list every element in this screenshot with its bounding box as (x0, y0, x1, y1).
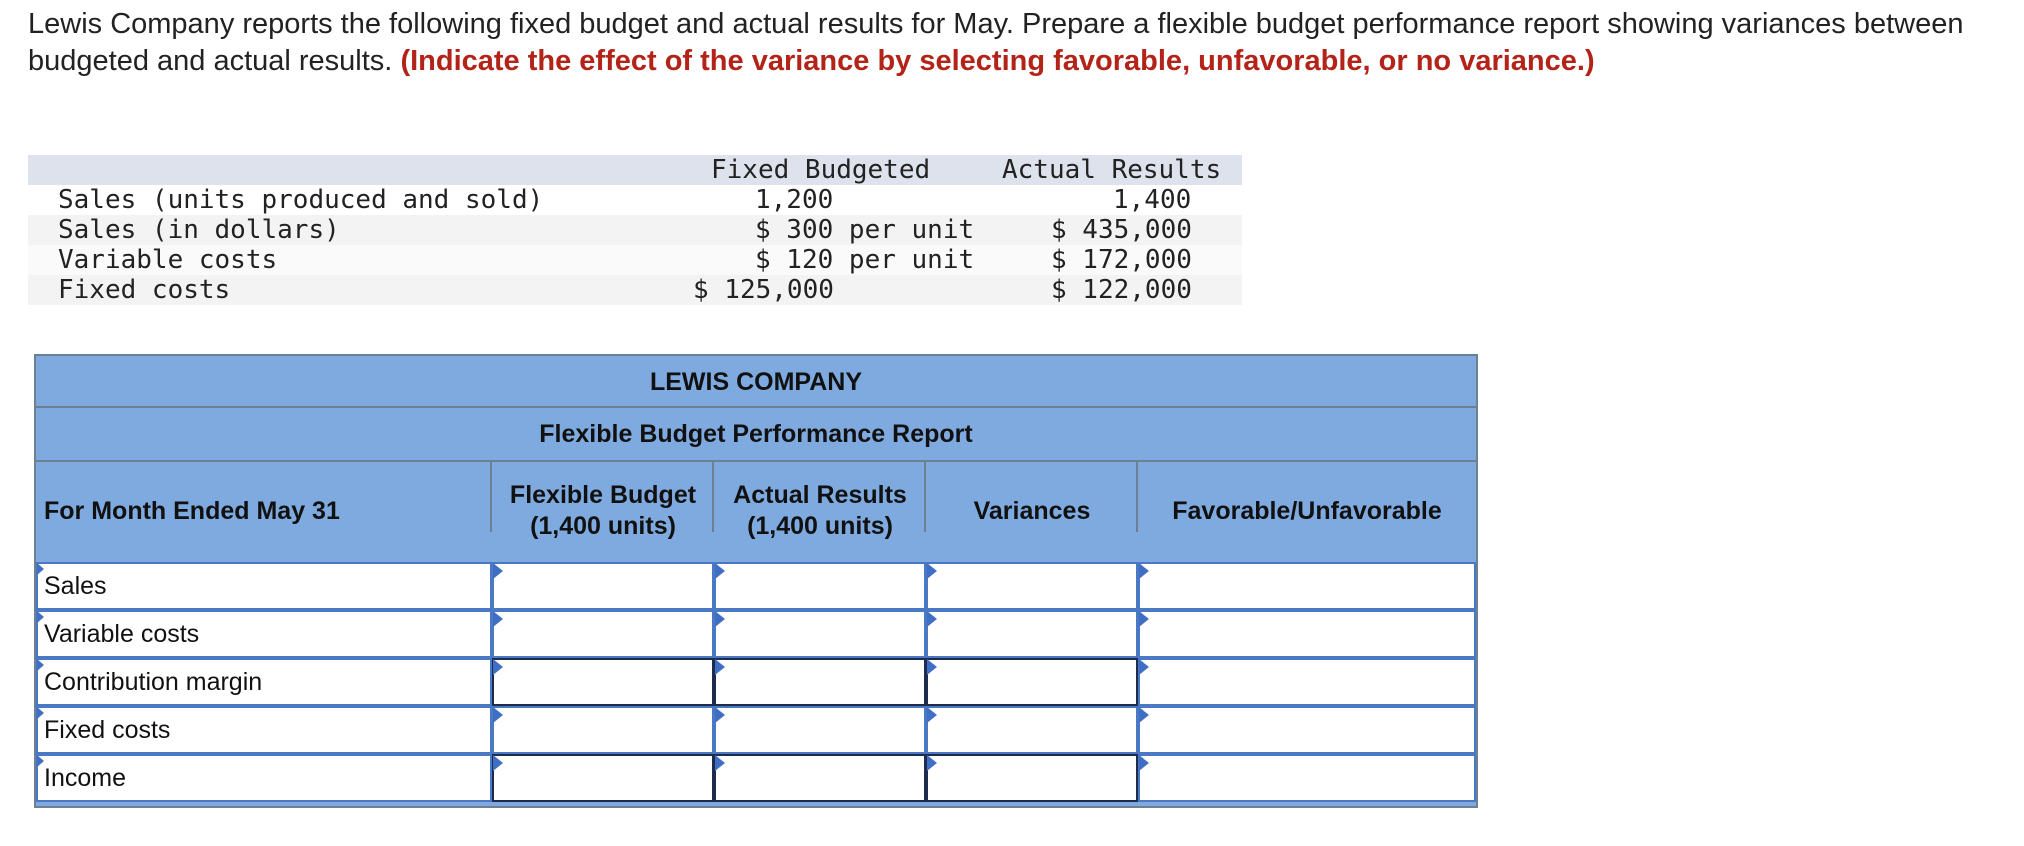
given-label: Variable costs (58, 245, 278, 275)
variance-input[interactable] (926, 754, 1138, 802)
header-divider (1136, 462, 1138, 532)
dropdown-marker-icon (37, 611, 44, 623)
row-label-input[interactable] (36, 658, 492, 706)
col-header-actual-line2: (1,400 units) (747, 512, 893, 540)
actual-results-input[interactable] (714, 658, 926, 706)
dropdown-marker-icon (927, 659, 937, 675)
dropdown-marker-icon (927, 563, 937, 579)
given-fixed-value: $ 125,000 (693, 275, 834, 305)
dropdown-marker-icon (1139, 659, 1149, 675)
variance-input[interactable] (926, 562, 1138, 610)
col-header-flexible (492, 462, 714, 560)
report-row (36, 658, 1476, 706)
dropdown-marker-icon (37, 563, 44, 575)
favorable-unfavorable-select[interactable] (1138, 754, 1476, 802)
given-label: Sales (in dollars) (58, 215, 340, 245)
favorable-unfavorable-select[interactable] (1138, 610, 1476, 658)
performance-report (34, 354, 1478, 808)
report-title (36, 408, 1476, 462)
report-company-name: LEWIS COMPANY (649, 368, 863, 396)
dropdown-marker-icon (927, 611, 937, 627)
row-label-text: Variable costs (44, 620, 200, 648)
row-label-input[interactable] (36, 562, 492, 610)
flexible-budget-input[interactable] (492, 706, 714, 754)
actual-results-input[interactable] (714, 562, 926, 610)
variance-input[interactable] (926, 658, 1138, 706)
dropdown-marker-icon (493, 707, 503, 723)
given-data-table (28, 155, 1242, 305)
dropdown-marker-icon (715, 563, 725, 579)
row-label-text: Fixed costs (44, 716, 171, 744)
actual-results-input[interactable] (714, 610, 926, 658)
report-row (36, 562, 1476, 610)
variance-input[interactable] (926, 610, 1138, 658)
given-actual-value: 1,400 (1113, 185, 1192, 215)
favorable-unfavorable-select[interactable] (1138, 658, 1476, 706)
header-divider (924, 462, 926, 532)
given-fixed-value: $ 120 per unit (755, 245, 975, 275)
given-header-fixed: Fixed Budgeted (711, 155, 931, 185)
dropdown-marker-icon (37, 755, 44, 767)
dropdown-marker-icon (927, 707, 937, 723)
given-actual-value: $ 122,000 (1051, 275, 1192, 305)
given-header-row (28, 155, 1242, 185)
row-label-text: Income (44, 764, 126, 792)
flexible-budget-input[interactable] (492, 658, 714, 706)
dropdown-marker-icon (715, 755, 725, 771)
favorable-unfavorable-select[interactable] (1138, 706, 1476, 754)
flexible-budget-input[interactable] (492, 610, 714, 658)
dropdown-marker-icon (1139, 755, 1149, 771)
given-row (28, 275, 1242, 305)
dropdown-marker-icon (37, 707, 44, 719)
given-actual-value: $ 435,000 (1051, 215, 1192, 245)
col-header-flexible-line2: (1,400 units) (530, 512, 676, 540)
favorable-unfavorable-select[interactable] (1138, 562, 1476, 610)
col-header-actual (714, 462, 926, 560)
given-row (28, 215, 1242, 245)
given-fixed-value: 1,200 (755, 185, 834, 215)
dropdown-marker-icon (715, 659, 725, 675)
row-label-text: Sales (44, 572, 107, 600)
col-header-variances (926, 462, 1138, 560)
flexible-budget-input[interactable] (492, 754, 714, 802)
dropdown-marker-icon (493, 563, 503, 579)
flexible-budget-input[interactable] (492, 562, 714, 610)
report-row (36, 706, 1476, 754)
dropdown-marker-icon (927, 755, 937, 771)
given-row (28, 245, 1242, 275)
col-header-variances-text: Variances (973, 496, 1091, 525)
col-header-flexible-line1: Flexible Budget (509, 481, 697, 509)
row-label-input[interactable] (36, 706, 492, 754)
dropdown-marker-icon (1139, 611, 1149, 627)
dropdown-marker-icon (1139, 563, 1149, 579)
dropdown-marker-icon (715, 611, 725, 627)
variance-input[interactable] (926, 706, 1138, 754)
actual-results-input[interactable] (714, 706, 926, 754)
given-fixed-value: $ 300 per unit (755, 215, 975, 245)
dropdown-marker-icon (493, 611, 503, 627)
given-actual-value: $ 172,000 (1051, 245, 1192, 275)
question-prompt (28, 6, 1978, 80)
dropdown-marker-icon (493, 659, 503, 675)
actual-results-input[interactable] (714, 754, 926, 802)
row-label-input[interactable] (36, 754, 492, 802)
header-divider (490, 462, 492, 532)
col-header-favorable-text: Favorable/Unfavorable (1172, 496, 1442, 525)
given-row (28, 185, 1242, 215)
dropdown-marker-icon (493, 755, 503, 771)
row-label-text: Contribution margin (44, 668, 263, 696)
dropdown-marker-icon (1139, 707, 1149, 723)
header-divider (712, 462, 714, 532)
row-label-input[interactable] (36, 610, 492, 658)
question-text: Lewis Company reports the following fixed budget and actual results for May. Prepare a flexible budget performance report showing variances between budgeted and actual results. (28, 8, 1964, 77)
report-period (44, 462, 484, 560)
report-row (36, 610, 1476, 658)
report-period-text: For Month Ended May 31 (44, 496, 340, 525)
question-instruction: (Indicate the effect of the variance by selecting favorable, unfavorable, or no variance.) (400, 45, 1595, 77)
given-label: Fixed costs (58, 275, 231, 305)
report-row (36, 754, 1476, 802)
given-label: Sales (units produced and sold) (58, 185, 544, 215)
dropdown-marker-icon (715, 707, 725, 723)
report-company (36, 356, 1476, 408)
col-header-favorable (1138, 462, 1476, 560)
col-header-actual-line1: Actual Results (733, 481, 907, 509)
report-title-text: Flexible Budget Performance Report (539, 420, 973, 448)
dropdown-marker-icon (37, 659, 44, 671)
given-header-actual: Actual Results (1002, 155, 1222, 185)
